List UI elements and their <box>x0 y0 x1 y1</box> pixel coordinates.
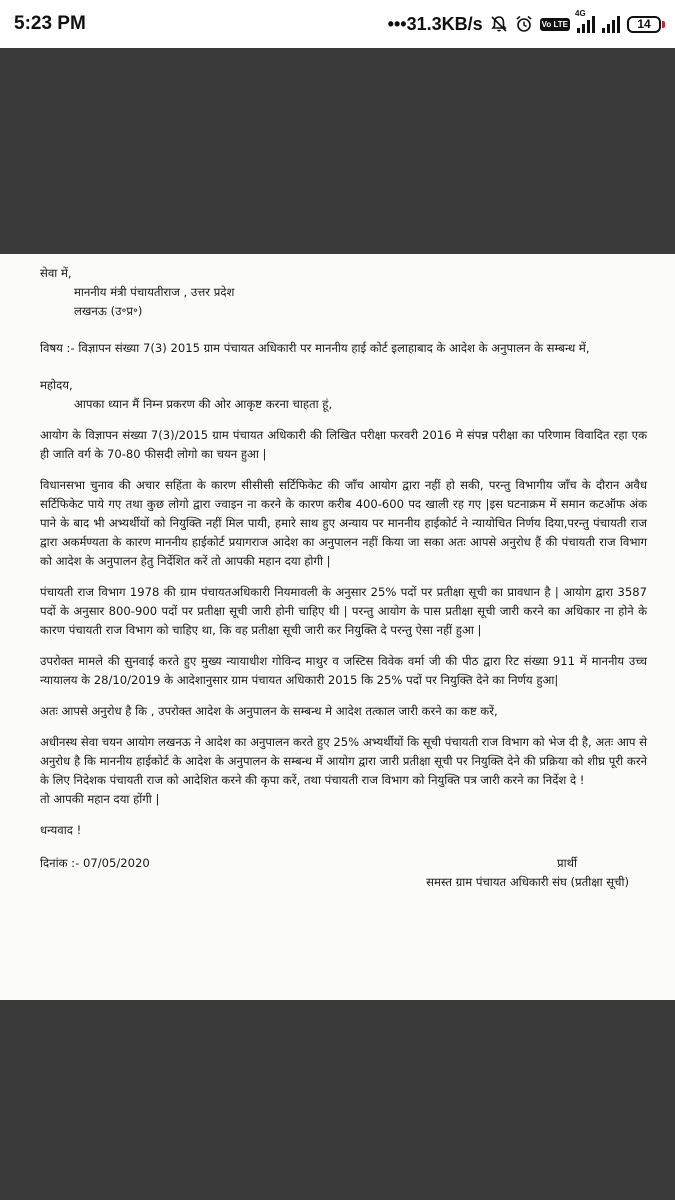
bell-muted-icon <box>490 15 508 33</box>
paragraph-5: अतः आपसे अनुरोध है कि , उपरोक्त आदेश के अनुपालन के सम्बन्ध मे आदेश तत्काल जारी करने का कष्ट करें, <box>40 704 498 718</box>
to-label: सेवा में, <box>40 266 72 280</box>
applicant-label: प्रार्थी <box>556 856 577 870</box>
signal-sim2-icon <box>602 15 620 33</box>
paragraph-1: आयोग के विज्ञापन संख्या 7(3)/2015 ग्राम पंचायत अधिकारी की लिखित परीक्षा फरवरी 2016 मे संपन्न परीक्षा का परिणाम विवादित रहा एक ही जाति वर्ग के 70-80 फीसदी लोगो का चयन हुआ | <box>40 428 647 461</box>
paragraph-3: पंचायती राज विभाग 1978 की ग्राम पंचायतअधिकारी नियमावली के अनुसार 25% पदों पर प्रतीक्षा सूची का प्रावधान है | आयोग द्वारा 3587 पदों के अनुसार 800-900 पदों पर प्रतीक्षा सूची जारी होनी चाहिए थी | परन्तु आयोग के पास प्रतीक्षा सूची जारी करने का अधिकार ना होने के कारण पंचायती राज विभाग को चाहिए था, कि वह प्रतीक्षा सूची जारी कर नियुक्ति दे परन्तु ऐसा नहीं हुआ | <box>40 585 647 637</box>
thanks-line: धन्यवाद ! <box>40 823 82 837</box>
addressee-line-2: लखनऊ (उ॰प्र॰) <box>74 304 143 318</box>
status-icons <box>387 9 665 35</box>
intro-line: आपका ध्यान मैं निम्न प्रकरण की ओर आकृष्ट करना चाहता हूं, <box>74 397 333 411</box>
paragraph-2: विधानसभा चुनाव की अचार सहिंता के कारण सीसीसी सर्टिफिकेट की जाँच आयोग द्वारा नहीं हो सकी, परन्तु विभागीय जाँच के दौरान अवैध सर्टिफिकेट पाये गए तथा कुछ लोगो द्वारा ज्वाइन ना करने के कारण करीब 400-600 पद खाली रह गए |इस घटनाक्रम में समान कटऑफ अंक पाने के बाद भी अभ्यर्थीयों को नियुक्ति नहीं मिल पायी, हमारे साथ हुए अन्याय पर माननीय हाईकोर्ट ने न्यायोचित निर्णय दिया,परन्तु पंचायती राज द्वारा अकर्मण्यता के कारण माननीय हाईकोर्ट प्रयागराज आदेश का अनुपालन नहीं किया जा सका अतः आपसे अनुरोध हैं की पंचायती राज विभाग को आदेश के अनुपालन हेतु निर्देशित करें तो आपकी महान दया होगी | <box>40 478 647 568</box>
letter-document <box>0 254 675 1000</box>
alarm-icon <box>515 15 533 33</box>
subject-line: विषय :- विज्ञापन संख्या 7(3) 2015 ग्राम पंचायत अधिकारी पर माननीय हाई कोर्ट इलाहाबाद के आदेश के अनुपालन के सम्बन्ध में, <box>40 341 590 355</box>
status-time: 5:23 PM <box>14 13 86 34</box>
battery-level: 14 <box>637 17 651 31</box>
paragraph-6: अधीनस्थ सेवा चयन आयोग लखनऊ ने आदेश का अनुपालन करते हुए 25% अभ्यर्थीयों कि सूची पंचायती राज विभाग को भेज दी है, अतः आप से अनुरोध है कि माननीय हाईकोर्ट के आदेश के अनुपालन के सम्बन्ध में आयोग द्वारा जारी प्रतीक्षा सूची पर नियुक्ति देने की प्रक्रिया को शीघ्र पूरी करने के लिए निदेशक पंचायती राज को आदेशित करने की कृपा करें, तथा पंचायती राज विभाग को नियुक्ति पत्र जारी करने का निर्देश दे ! <box>40 735 647 787</box>
paragraph-6-close: तो आपकी महान दया होंगी | <box>40 792 160 806</box>
signal-4g-icon <box>575 9 595 33</box>
addressee-line-1: माननीय मंत्री पंचायतीराज , उत्तर प्रदेश <box>74 285 235 299</box>
salutation: महोदय, <box>40 378 73 392</box>
organization-name: समस्त ग्राम पंचायत अधिकारी संघ (प्रतीक्षा सूची) <box>426 875 629 889</box>
date-line: दिनांक :- 07/05/2020 <box>40 856 150 870</box>
volte-icon: Vo LTE <box>541 19 568 29</box>
paragraph-4: उपरोक्त मामले की सुनवाई करते हुए मुख्य न्यायाधीश गोविन्द माथुर व जस्टिस विवेक वर्मा जी की पीठ द्वारा रिट संख्या 911 में माननीय उच्च न्यायालय के 28/10/2019 के आदेशानुसार ग्राम पंचायत अधिकारी 2015 कि 25% पदों पर नियुक्ति देने का निर्णय हुआ| <box>40 654 647 687</box>
network-speed: •••31.3KB/s <box>387 13 483 34</box>
image-viewer-background-bottom <box>0 1000 675 1200</box>
date-signature-row <box>40 854 647 873</box>
image-viewer-background-top <box>0 48 675 254</box>
status-bar <box>0 0 675 48</box>
battery-icon <box>627 16 665 33</box>
network-type-label: 4G <box>575 9 586 18</box>
